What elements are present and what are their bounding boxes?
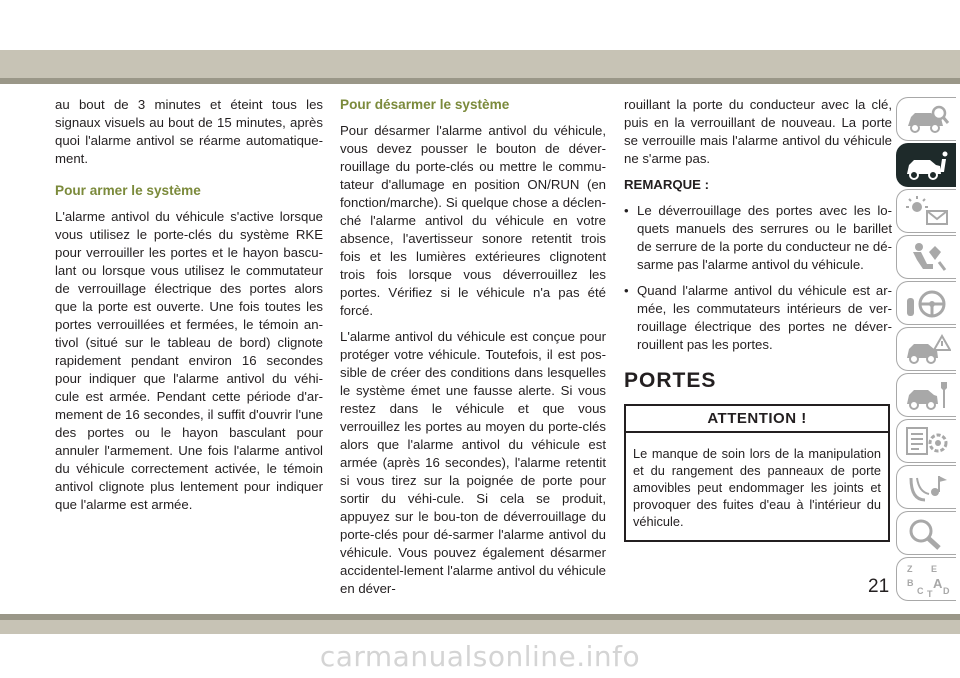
tab-car-info[interactable] (896, 143, 956, 187)
note-bullet-text: Quand l'alarme antivol du véhicule est ar-mée, les commutateurs intérieurs de ver-rouillage électrique des portes ne déver-rouillent pas les portes. (637, 283, 892, 352)
top-header-band (0, 0, 960, 78)
alphabet-index-icon (905, 564, 951, 598)
heading-arm-system: Pour armer le système (55, 183, 201, 198)
paragraph-arm-system: L'alarme antivol du véhicule s'active lorsque vous utilisez le porte-clés du système RKE pour verrouiller les portes et le hayon bascu-lant ou lorsque vous utilisez le commutateur de verrouillage électrique des portes alors que la porte est ouverte. Une fois toutes les portes verrouillées et fermées, le témoin an-tivol (situé sur le tableau de bord) clignote rapidement pendant environ 16 secondes pour indiquer que l'alarme antivol du véhi-cule est armée. Pendant cette période d'ar-mement de 16 secondes, il suffit d'ouvrir l'une des portes ou le hayon basculant pour annuler l'armement. Une fois l'alarme antivol du véhicule correctement activée, le témoin antivol clignote plus lentement pour indiquer que l'alarme est armée. (55, 209, 323, 512)
note-bullet-text: Le déverrouillage des portes avec les lo-quets manuels des serrures ou le barillet de serrure de la porte du conducteur ne dé-sarme pas l'alarme antivol du véhicule. (637, 203, 892, 272)
watermark: carmanualsonline.info (319, 640, 641, 673)
footer-bar (0, 620, 960, 634)
page-number: 21 (868, 576, 890, 597)
column-middle (340, 96, 606, 606)
tab-starting-driving[interactable] (896, 281, 956, 325)
svg-text:Z: Z (907, 564, 913, 574)
tab-safety[interactable] (896, 235, 956, 279)
tab-emergency[interactable] (896, 327, 956, 371)
header-bar (0, 50, 960, 78)
car-magnifier-icon (905, 104, 951, 136)
attention-box (624, 404, 890, 542)
tab-maintenance[interactable] (896, 373, 956, 417)
tab-car-magnifier[interactable] (896, 97, 956, 141)
index-magnifier-icon (905, 518, 951, 550)
warning-light-message-icon (905, 196, 951, 228)
header-stripe (0, 78, 960, 84)
attention-text: Le manque de soin lors de la manipulation et du rangement des panneaux de porte amovibles peut endommager les joints et provoquer des fuites d'eau à l'intérieur du véhicule. (633, 446, 881, 529)
car-info-icon (905, 150, 951, 182)
tab-index[interactable] (896, 511, 956, 555)
attention-title: ATTENTION ! (626, 406, 888, 433)
svg-text:T: T (927, 589, 933, 598)
tab-multimedia[interactable] (896, 465, 956, 509)
svg-text:C: C (917, 586, 924, 596)
multimedia-music-icon (905, 472, 951, 504)
paragraph-continuation: au bout de 3 minutes et éteint tous les signaux visuels au bout de 15 minutes, après quoi l'alarme antivol se réarme automatique-ment. (55, 97, 323, 166)
paragraph-disarm-2: L'alarme antivol du véhicule est conçue pour protéger votre véhicule. Toutefois, il est pos-sible de créer des conditions dans lesquelles le système émet une fausse alerte. Si vous restez dans le véhicule et que vous verrouillez les portes au moyen du porte-clés alors que l'alarme antivol du véhicule est armée (après 16 secondes), l'alarme retentit si vous tirez sur la poignée de porte pour sortir du véhi-cule. Si cela se produit, appuyez sur le bou-ton de déverrouillage du porte-clés pour dé-sarmer l'alarme antivol du véhicule. Vous pouvez également désarmer accidentel-lement l'alarme antivol du véhicule en déver- (340, 329, 606, 596)
note-bullet-1 (624, 202, 892, 274)
section-title-doors: PORTES (624, 369, 717, 392)
bullet-symbol: • (624, 203, 629, 218)
svg-text:B: B (907, 578, 914, 588)
paragraph-continuation-right: rouillant la porte du conducteur avec la clé, puis en la verrouillant de nouveau. La porte se verrouille mais l'alarme antivol du véhicule ne s'arme pas. (624, 97, 892, 166)
airbag-seat-icon (905, 242, 951, 274)
svg-text:A: A (933, 576, 943, 591)
chapter-tab-sidebar (896, 97, 960, 608)
specs-gear-icon (905, 426, 951, 458)
heading-disarm-system: Pour désarmer le système (340, 97, 510, 112)
svg-text:E: E (931, 564, 938, 574)
tab-technical-specs[interactable] (896, 419, 956, 463)
svg-text:D: D (943, 586, 950, 596)
steering-wheel-icon (905, 288, 951, 320)
car-hazard-icon (905, 334, 951, 366)
note-bullet-2 (624, 282, 892, 354)
column-right (624, 96, 892, 542)
tab-warning-messages[interactable] (896, 189, 956, 233)
bullet-symbol: • (624, 283, 629, 298)
note-label: REMARQUE : (624, 177, 709, 192)
tab-alphabetical[interactable] (896, 557, 956, 601)
paragraph-disarm-1: Pour désarmer l'alarme antivol du véhicule, vous devez pousser le bouton de déver-rouillage du porte-clés ou mettre le commu-tateur d'allumage en position ON/RUN (en fonction/marche). Si quelque chose a déclen-ché l'alarme antivol du véhicule en votre absence, l'avertisseur sonore retentit trois fois et les lumières extérieures clignotent trois fois lorsque vous déverrouillez les portes. Vérifiez si le véhicule n'a pas été forcé. (340, 123, 606, 318)
column-left (55, 96, 323, 522)
car-wrench-icon (905, 380, 951, 412)
